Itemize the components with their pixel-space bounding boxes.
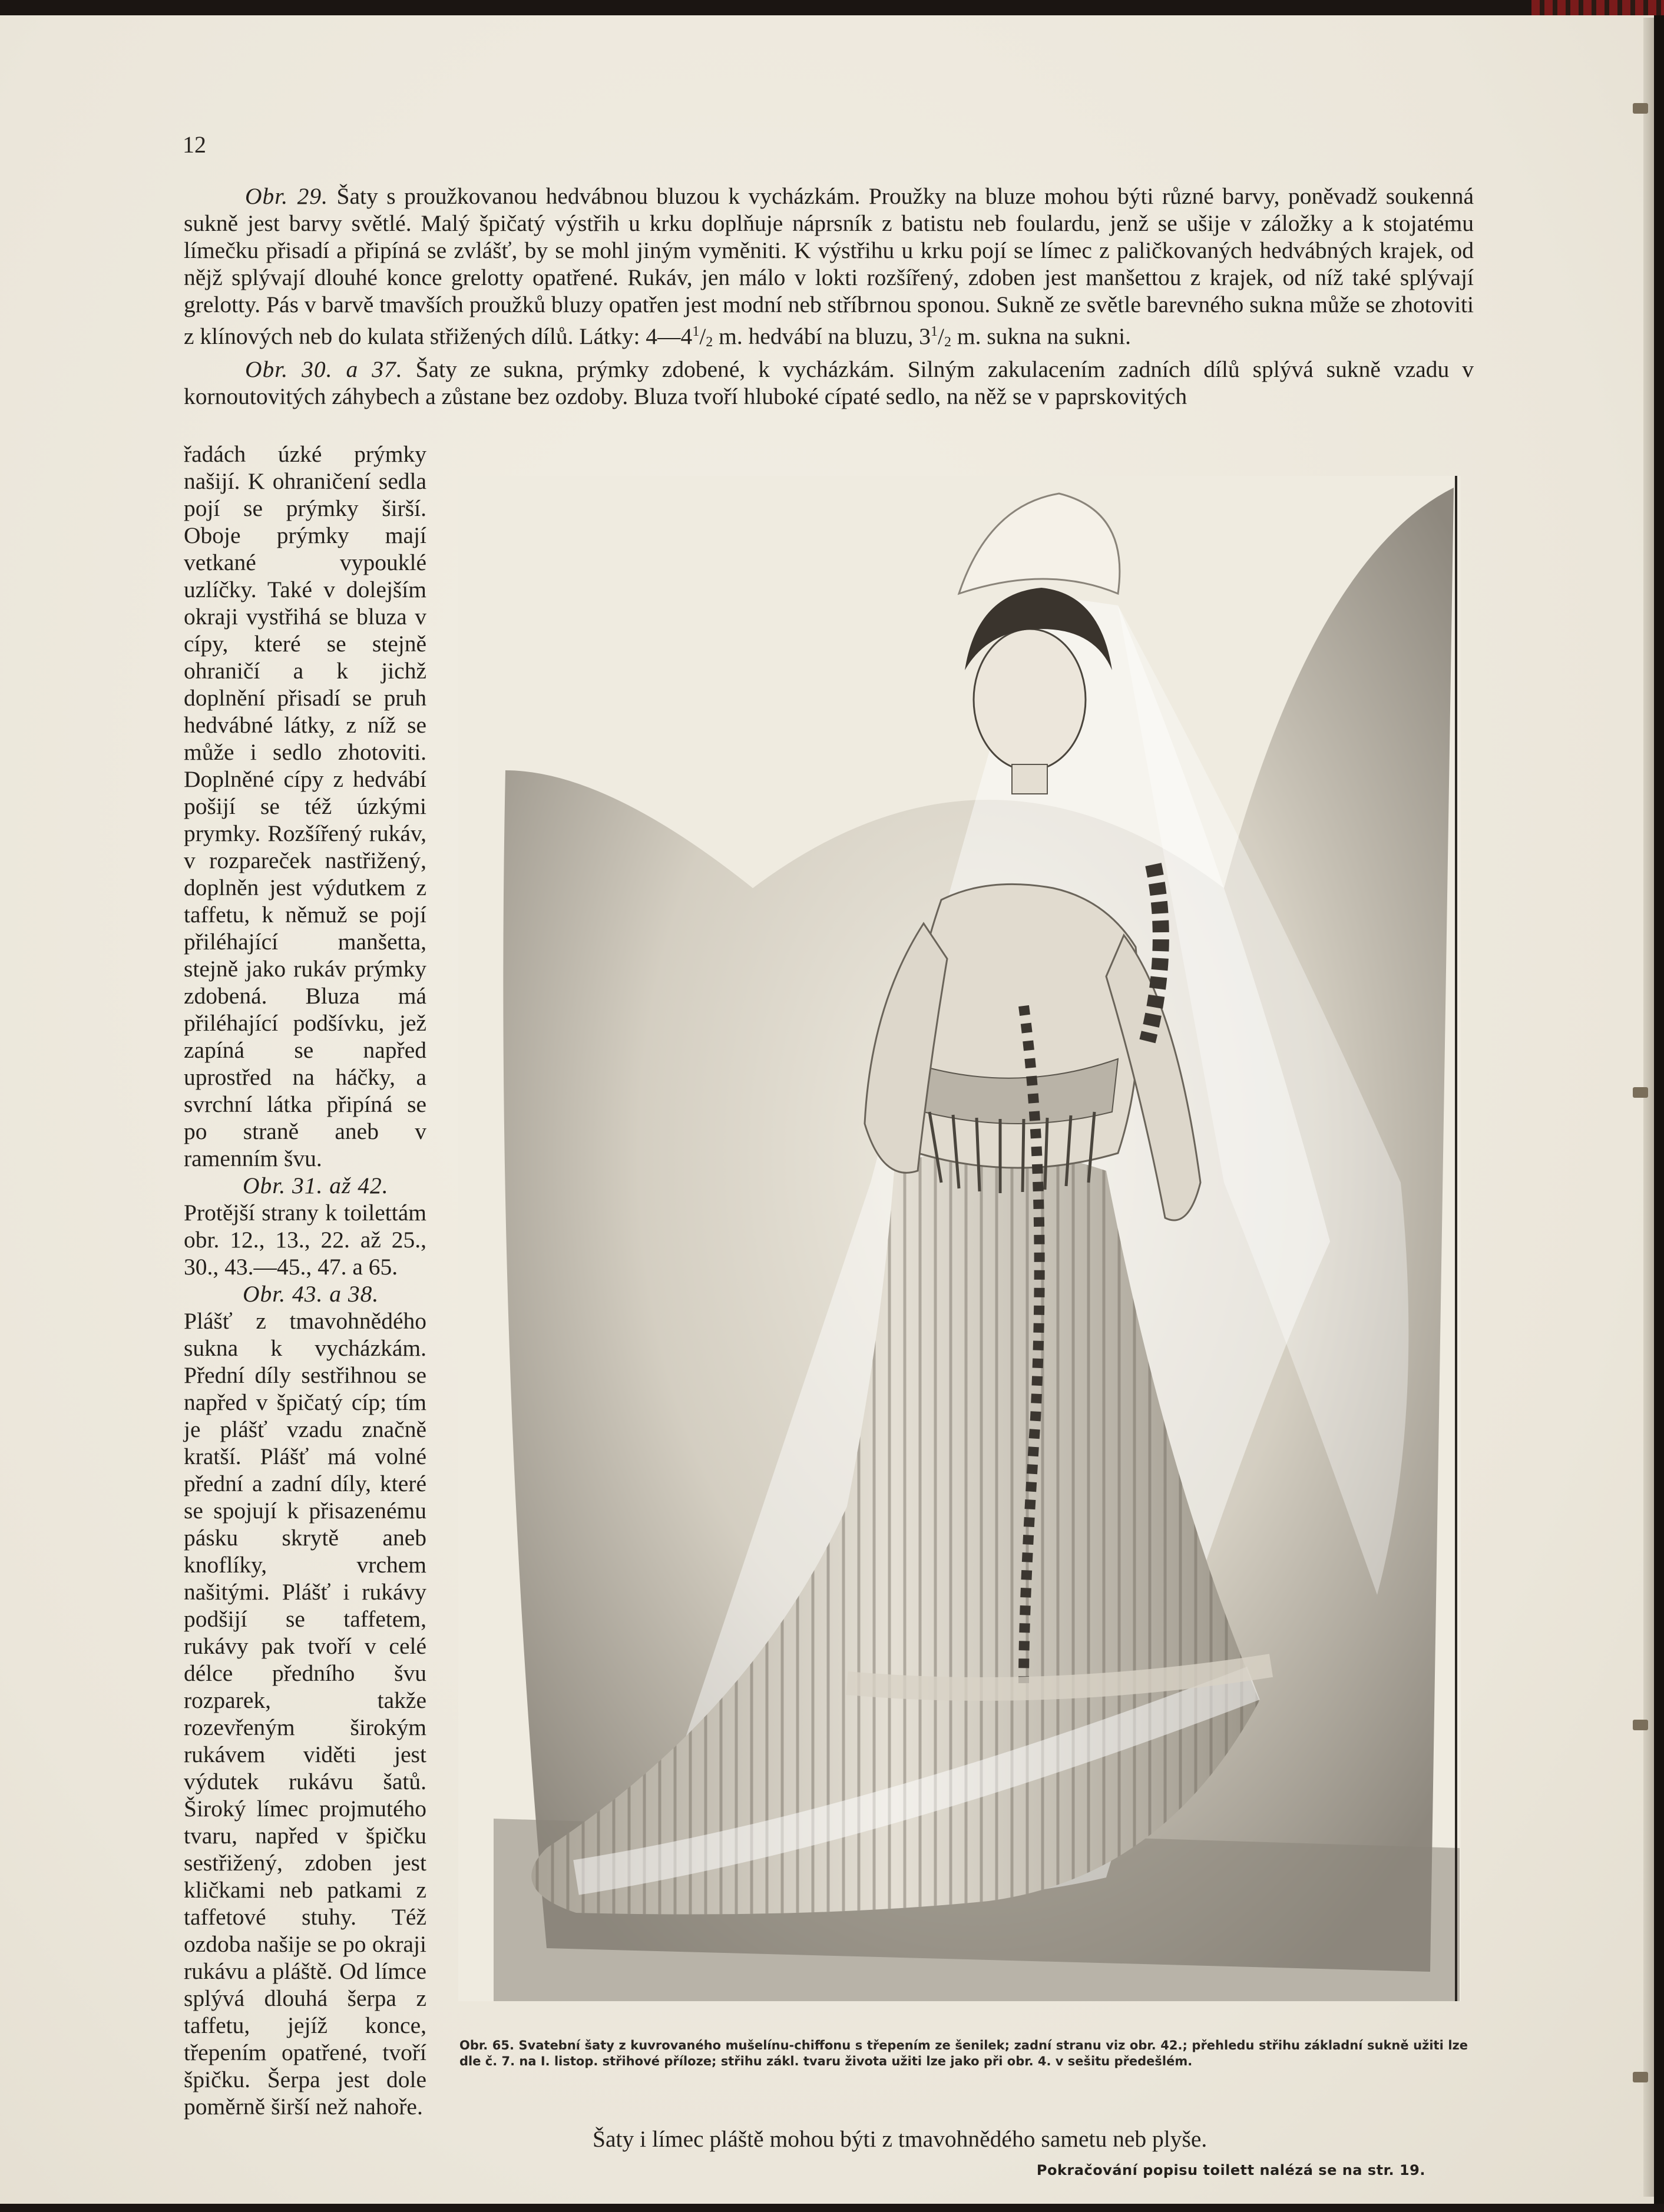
scan-top-border: [0, 0, 1531, 15]
paragraph-text: Šaty s proužkovanou hedvábnou bluzou k vycházkám. Proužky na bluze mohou býti různé barvy, poněvadž soukenná sukně jest barvy světlé. Malý špičatý výstřih u krku doplňuje náprsník z batistu neb foulardu, jenž se ušije v záložky a k stojatému límečku přisadí a připíná se zvlášť, by se mohl jiným vyměniti. K výstřihu u krku pojí se límec z paličkovaných hedvábných krajek, od nějž splývají dlouhé konce grelotty opatřené. Rukáv, jen málo v lokti rozšířený, zdoben jest manšettou z krajek, od níž také splývají grelotty. Pás v barvě tmavších proužků bluzy opatřen jest modní neb stříbrnou sponou. Sukně ze světle barevného sukna může se zhotoviti z klínových neb do kulata střižených dílů. Látky: 4—4: [184, 183, 1474, 349]
figure-label: Obr. 31. až 42.: [243, 1173, 389, 1198]
paragraph-obr-30: [184, 356, 1474, 410]
binding-mark: [1633, 103, 1648, 114]
fraction-denominator: 2: [944, 335, 951, 350]
figure-label: Obr. 43. a 38.: [243, 1281, 379, 1307]
paragraph-continuation: řadách úzké prýmky našijí. K ohraničení sedla pojí se prýmky širší. Oboje prýmky mají vetkané vypouklé uzlíčky. Také v dolejším okraji vystřihá se bluza v cípy, které se stejně ohraničí a k jichž doplnění přisadí se pruh hedvábné látky, z níž se může i sedlo zhotoviti. Doplněné cípy z hedvábí pošijí se též úzkými prymky. Rozšířený rukáv, v rozpareček nastřižený, doplněn jest výdutkem z taffetu, k němuž se pojí přiléhající manšetta, stejně jako rukáv prýmky zdobená. Bluza má přiléhající podšívku, jež zapíná se napřed uprostřed na háčky, a svrchní látka připíná se po straně aneb v ramenním švu.: [184, 441, 426, 1171]
paragraph-obr-43: [184, 1280, 426, 2120]
figure-label: Obr. 30. a 37.: [245, 356, 403, 382]
paragraph-text: Protější strany k toilettám obr. 12., 13., 22. až 25., 30., 43.—45., 47. a 65.: [184, 1200, 426, 1280]
paragraph-text: Šaty ze sukna, prýmky zdobené, k vycházkám. Silným zakulacením zadních dílů splývá sukně vzadu v kornoutovitých záhybech a zůstane bez ozdoby. Bluza tvoří hluboké cípaté sedlo, na něž se v paprskovitých: [184, 356, 1474, 409]
paragraph-text: m. sukna na sukni.: [951, 323, 1131, 349]
figure-caption: Obr. 65. Svatební šaty z kuvrovaného mušelínu-chiffonu s třepením ze šenilek; zadní stranu viz obr. 42.; přehledu střihu základní sukně užiti lze dle č. 7. na I. listop. střihové příloze; střihu zákl. tvaru života užiti lze jako při obr. 4. v sešitu předešlém.: [459, 2038, 1468, 2068]
scan-top-edge-pattern: [1531, 0, 1664, 15]
left-column-text: [184, 441, 426, 2120]
bride-figure-icon: [458, 476, 1461, 2001]
binding-mark: [1633, 1087, 1648, 1098]
closing-sentence: Šaty i límec pláště mohou býti z tmavohnědého sametu neb plyše.: [593, 2126, 1208, 2152]
paragraph-text: Plášť z tmavohnědého sukna k vycházkám. Přední díly sestřihnou se napřed v špičatý cíp; tím je plášť vzadu značně kratší. Plášť má volné přední a zadní díly, které se spojují k přisazenému pásku skrytě aneb knoflíky, vrchem našitými. Plášť i rukávy podšijí se taffetem, rukávy pak tvoří v celé délce předního švu rozparek, takže rozevřeným širokým rukávem viděti jest výdutek rukávu šatů. Široký límec projmutého tvaru, napřed v špičku sestřižený, zdoben jest kličkami neb patkami z taffetové stuhy. Též ozdoba našije se po okraji rukávu a pláště. Od límce splývá dlouhá šerpa z taffetu, jejíž konce, třepením opatřené, tvoří špičku. Šerpa jest dole poměrně širší než nahoře.: [184, 1308, 426, 2120]
page-binding-edge: [1643, 18, 1654, 2197]
figure-label: Obr. 29.: [245, 183, 329, 209]
continuation-note: Pokračování popisu toilett nalézá se na str. 19.: [1036, 2162, 1425, 2178]
binding-mark: [1633, 2072, 1648, 2082]
binding-mark: [1633, 1720, 1648, 1730]
scan-bottom-border: [0, 2204, 1664, 2212]
fraction-denominator: 2: [706, 335, 713, 350]
paragraph-text: m. hedvábí na bluzu, 3: [713, 323, 931, 349]
paragraph-obr-29: Obr. 29. Šaty s proužkovanou hedvábnou bluzou k vycházkám. Proužky na bluze mohou býti různé barvy, poněvadž soukenná sukně jest barvy světlé. Malý špičatý výstřih u krku doplňuje náprsník z batistu neb foulardu, jenž se ušije v záložky a k stojatému límečku přisadí a připíná se zvlášť, by se mohl jiným vyměniti. K výstřihu u krku pojí se límec z paličkovaných hedvábných krajek, od nějž splývají dlouhé konce grelotty opatřené. Rukáv, jen málo v lokti rozšířený, zdoben jest manšettou z krajek, od níž také splývají grelotty. Pás v barvě tmavších proužků bluzy opatřen jest modní neb stříbrnou sponou. Sukně ze světle barevného sukna může se zhotoviti z klínových neb do kulata střižených dílů. Látky: $4—4^1/_2$ m. hedvábí na bluzu, $3^1/_2$ m. sukna na sukni.: [184, 183, 1474, 350]
full-width-text: [184, 183, 1474, 410]
page-number: 12: [183, 131, 206, 158]
fraction-numerator: 1: [930, 324, 938, 339]
paragraph-obr-31: [184, 1172, 426, 1280]
fraction-numerator: 1: [692, 324, 700, 339]
